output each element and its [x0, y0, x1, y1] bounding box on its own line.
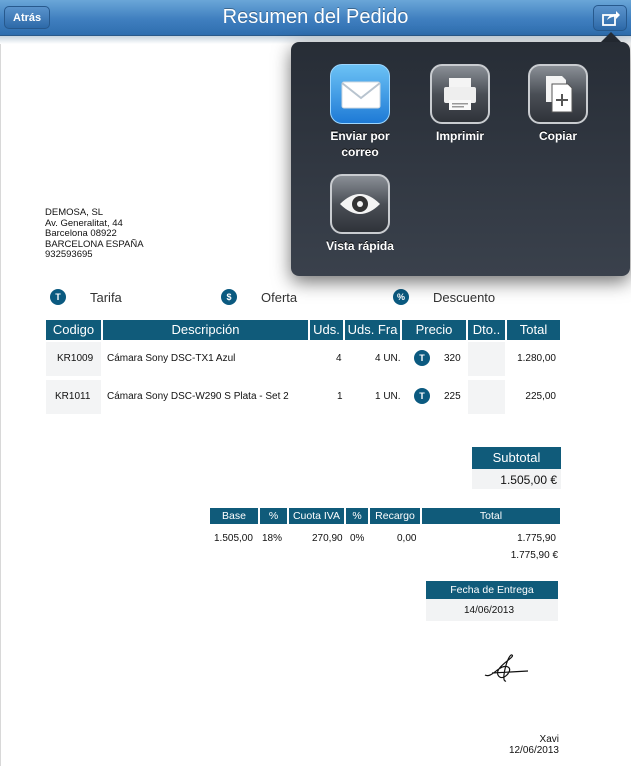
row1-precio: 320: [444, 353, 461, 364]
tax-total: 1.775,90: [517, 533, 556, 544]
row1-uds: 4: [336, 353, 342, 364]
back-button[interactable]: Atrás: [4, 6, 50, 29]
action-print-label: Imprimir: [435, 129, 484, 143]
signature-mark: [482, 653, 532, 685]
legend-label: Tarifa: [90, 289, 122, 305]
dollar-icon: $: [221, 289, 237, 305]
header-dto: Dto..: [468, 320, 505, 340]
row2-uds-fra: 1 UN.: [375, 391, 401, 402]
header-uds: Uds.: [310, 320, 343, 340]
delivery-label: Fecha de Entrega: [426, 581, 558, 599]
row2-total: 225,00: [525, 391, 556, 402]
action-email[interactable]: [315, 64, 405, 160]
legend-descuento: [393, 289, 495, 305]
tax-header-total: Total: [422, 508, 560, 524]
row1-descripcion: Cámara Sony DSC-TX1 Azul: [107, 353, 236, 364]
header-codigo: Codigo: [46, 320, 101, 340]
legend-label: Descuento: [433, 289, 496, 305]
action-quicklook[interactable]: [315, 174, 405, 254]
tax-base: 1.505,00: [214, 533, 253, 544]
grand-total: 1.775,90 €: [510, 550, 558, 561]
row2-codigo: KR1011: [55, 391, 91, 402]
tax-cuota: 270,90: [312, 533, 343, 544]
navigation-bar: [0, 0, 631, 36]
company-city: Barcelona 08922: [45, 228, 117, 239]
row2-uds: 1: [337, 391, 343, 402]
action-email-label: Enviar por correo: [330, 129, 390, 159]
tarifa-icon: T: [414, 388, 430, 404]
action-print[interactable]: [415, 64, 505, 144]
share-button[interactable]: [593, 5, 627, 31]
row2-descripcion: Cámara Sony DSC-W290 S Plata - Set 2: [107, 391, 289, 402]
signer-name: Xavi: [539, 734, 559, 745]
company-address: Av. Generalitat, 44: [45, 217, 123, 229]
eye-icon: [330, 174, 390, 234]
subtotal-value: 1.505,00 €: [500, 473, 557, 487]
delivery-date: 14/06/2013: [464, 605, 515, 616]
printer-icon: [430, 64, 490, 124]
copy-icon: [528, 64, 588, 124]
tax-recargo: 0,00: [397, 533, 417, 544]
tarifa-icon: T: [414, 350, 430, 366]
tax-pct: 18%: [262, 533, 283, 544]
company-phone: 932593695: [45, 249, 93, 260]
tax-header-cuota: Cuota IVA: [289, 508, 344, 524]
share-icon: [602, 10, 620, 26]
row1-uds-fra: 4 UN.: [375, 353, 401, 364]
legend-label: Oferta: [261, 289, 298, 305]
legend-oferta: [221, 289, 297, 305]
share-popover: [291, 42, 630, 276]
legend-tarifa: [50, 289, 122, 305]
row2-precio: 225: [444, 391, 461, 402]
company-region: BARCELONA ESPAÑA: [45, 238, 144, 250]
cell-bg: [468, 342, 505, 376]
company-info: [45, 208, 144, 261]
percent-icon: %: [393, 289, 409, 305]
tax-header-recargo: Recargo: [370, 508, 420, 524]
subtotal-label: Subtotal: [472, 447, 561, 469]
page-title: Resumen del Pedido: [222, 6, 409, 28]
action-quicklook-label: Vista rápida: [326, 239, 394, 253]
mail-icon: [330, 64, 390, 124]
tax-header-pct2: %: [346, 508, 368, 524]
company-name: DEMOSA, SL: [45, 207, 104, 218]
header-total: Total: [507, 320, 560, 340]
signature-date: 12/06/2013: [508, 745, 559, 756]
tax-header-base: Base: [210, 508, 258, 524]
header-precio: Precio: [402, 320, 466, 340]
header-descripcion: Descripción: [103, 320, 308, 340]
tarifa-icon: T: [50, 289, 66, 305]
row1-total: 1.280,00: [517, 353, 556, 364]
header-uds-fra: Uds. Fra: [345, 320, 400, 340]
action-copy[interactable]: [513, 64, 603, 144]
action-copy-label: Copiar: [538, 129, 577, 143]
tax-header-pct: %: [260, 508, 287, 524]
tax-pct2: 0%: [350, 533, 365, 544]
cell-bg: [468, 380, 505, 414]
row1-codigo: KR1009: [57, 353, 94, 364]
